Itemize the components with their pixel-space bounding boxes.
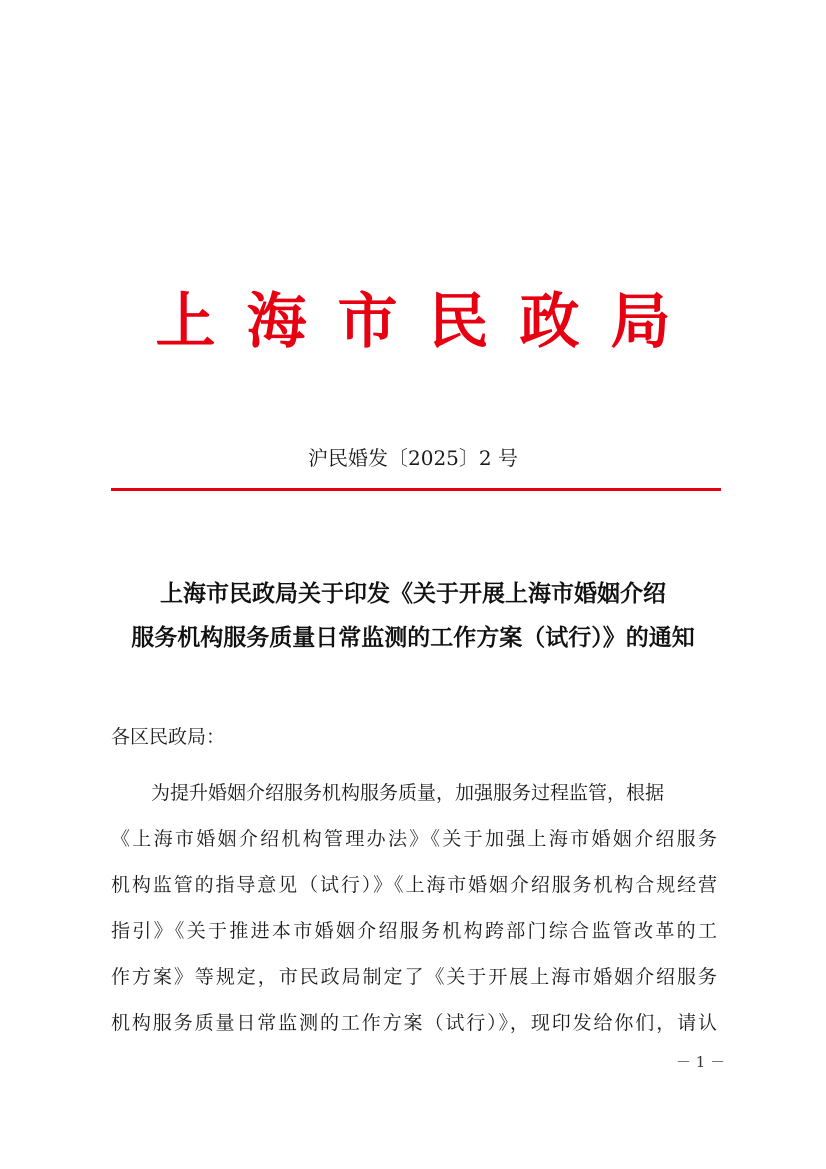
body-line-1: 为提升婚姻介绍服务机构服务质量，加强服务过程监管，根据 [151, 782, 665, 804]
body-line-4: 指引》《关于推进本市婚姻介绍服务机构跨部门综合监管改革的工 [111, 920, 717, 942]
salutation: 各区民政局： [111, 726, 226, 748]
body-line-5: 作方案》等规定，市民政局制定了《关于开展上海市婚姻介绍服务 [111, 966, 717, 988]
page-number: － 1 － [676, 1053, 726, 1071]
document-title [100, 572, 726, 660]
title-line-2: 服务机构服务质量日常监测的工作方案（试行）》的通知 [131, 624, 695, 651]
body-paragraph [111, 770, 717, 1046]
title-line-1: 上海市民政局关于印发《关于开展上海市婚姻介绍 [160, 580, 666, 607]
body-line-2: 《上海市婚姻介绍机构管理办法》《关于加强上海市婚姻介绍服务 [111, 828, 717, 850]
document-number: 沪民婚发〔2025〕2 号 [308, 446, 518, 470]
body-line-3: 机构监管的指导意见（试行）》《上海市婚姻介绍服务机构合规经营 [111, 874, 717, 896]
issuing-authority-header: 上海市民政局 [155, 287, 702, 357]
body-line-6: 机构服务质量日常监测的工作方案（试行）》，现印发给你们，请认 [111, 1012, 717, 1034]
red-separator-line [111, 488, 721, 491]
